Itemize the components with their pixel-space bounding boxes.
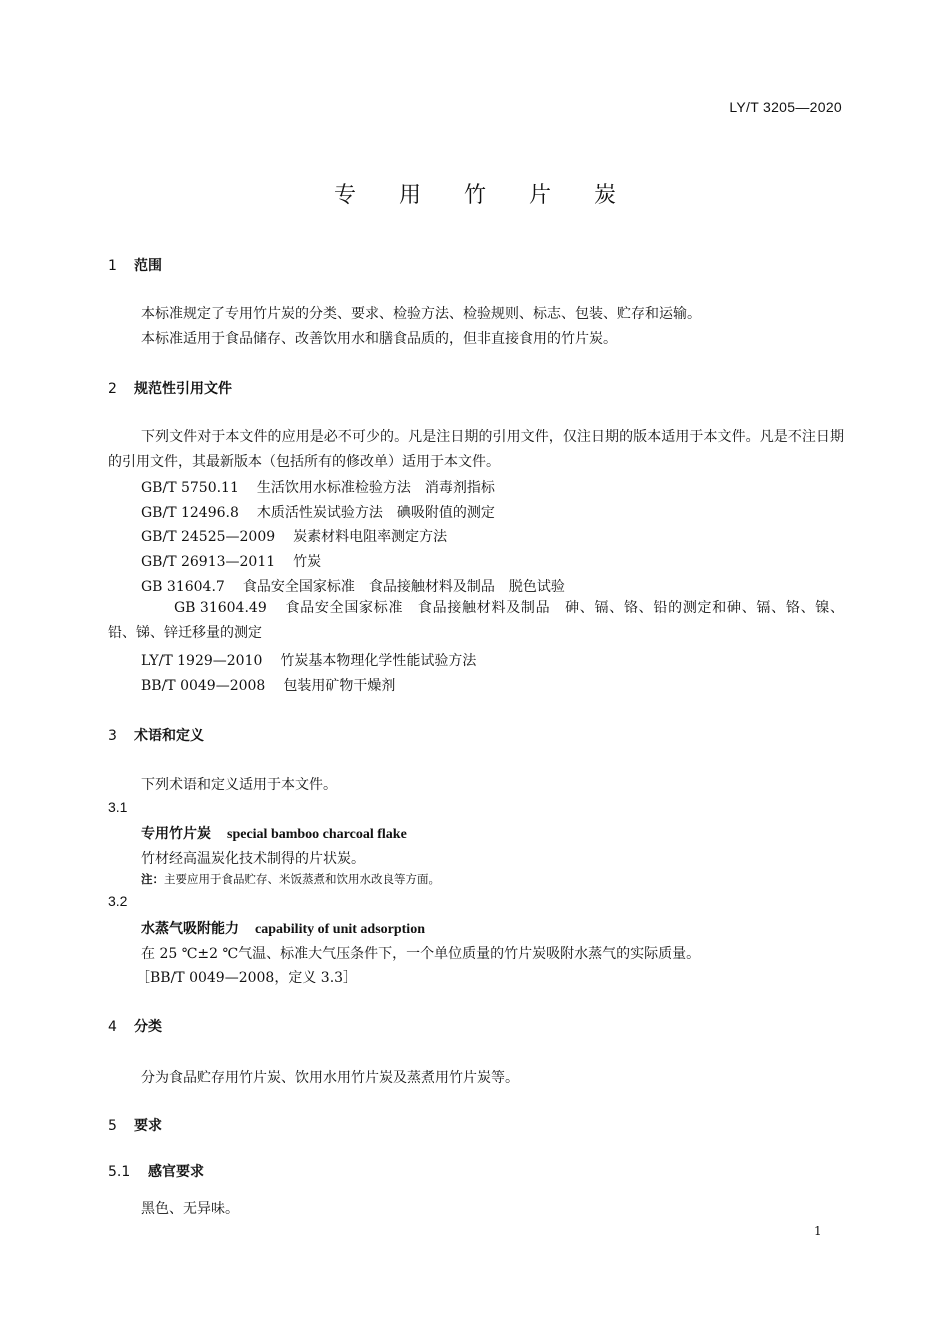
section-title: 术语和定义	[134, 728, 204, 744]
section-title: 分类	[134, 1019, 162, 1035]
section-number: 5.1	[108, 1164, 131, 1180]
reference-item	[141, 502, 495, 522]
reference-title: 木质活性炭试验方法 碘吸附值的测定	[256, 505, 495, 521]
paragraph: 本标准适用于食品储存、改善饮用水和膳食品质的，但非直接食用的竹片炭。	[141, 331, 617, 347]
reference-title: 食品安全国家标准 食品接触材料及制品 脱色试验	[242, 579, 565, 595]
reference-title: 包装用矿物干燥剂	[283, 678, 396, 694]
reference-title: 炭素材料电阻率测定方法	[293, 529, 448, 545]
term-definition: 在 25 ℃±2 ℃气温、标准大气压条件下，一个单位质量的竹片炭吸附水蒸气的实际质量。	[141, 946, 701, 962]
reference-code: GB/T 26913—2011	[141, 554, 276, 570]
section-number: 5	[108, 1118, 117, 1134]
reference-code: GB/T 12496.8	[141, 505, 239, 521]
reference-code: GB/T 5750.11	[141, 480, 239, 496]
note-label: 注：	[141, 872, 164, 886]
reference-title: 竹炭基本物理化学性能试验方法	[280, 653, 477, 669]
reference-code: GB 31604.7	[141, 579, 225, 595]
reference-code: GB/T 24525—2009	[141, 529, 276, 545]
term-zh: 水蒸气吸附能力	[141, 921, 239, 937]
reference-title: 竹炭	[293, 554, 322, 570]
term-en: special bamboo charcoal flake	[227, 827, 407, 842]
paragraph: 黑色、无异味。	[141, 1201, 239, 1217]
section-title: 感官要求	[148, 1164, 204, 1180]
reference-item	[141, 675, 395, 695]
reference-title: 生活饮用水标准检验方法 消毒剂指标	[256, 480, 495, 496]
reference-item	[108, 596, 844, 645]
section-title: 规范性引用文件	[134, 381, 232, 397]
term-source: ［BB/T 0049—2008，定义 3.3］	[136, 970, 358, 986]
section-number: 4	[108, 1019, 117, 1035]
section-title: 要求	[134, 1118, 162, 1134]
term-number: 3.2	[108, 893, 128, 909]
document-title: 专 用 竹 片 炭	[334, 183, 634, 208]
term-heading	[141, 823, 407, 843]
section-5-1-heading	[108, 1161, 204, 1181]
page-number: 1	[814, 1224, 822, 1238]
term-zh: 专用竹片炭	[141, 826, 211, 842]
term-number: 3.1	[108, 799, 128, 815]
reference-item	[141, 526, 447, 546]
term-note	[141, 871, 440, 887]
section-number: 2	[108, 381, 117, 397]
paragraph: 下列文件对于本文件的应用是必不可少的。凡是注日期的引用文件，仅注日期的版本适用于本文件。凡是不注日期的引用文件，其最新版本（包括所有的修改单）适用于本文件。	[108, 429, 844, 470]
paragraph: 本标准规定了专用竹片炭的分类、要求、检验方法、检验规则、标志、包装、贮存和运输。	[141, 306, 701, 322]
section-number: 1	[108, 258, 117, 274]
standard-code: LY/T 3205—2020	[729, 99, 842, 115]
section-title: 范围	[134, 258, 162, 274]
term-heading	[141, 918, 425, 938]
reference-item	[141, 650, 476, 670]
reference-item	[141, 576, 565, 596]
term-definition: 竹材经高温炭化技术制得的片状炭。	[141, 851, 365, 867]
section-1-heading	[108, 255, 162, 275]
reference-code: BB/T 0049—2008	[141, 678, 266, 694]
section-4-heading	[108, 1016, 162, 1036]
section-number: 3	[108, 728, 117, 744]
paragraph: 下列术语和定义适用于本文件。	[141, 777, 337, 793]
section-5-heading	[108, 1115, 162, 1135]
note-text: 主要应用于食品贮存、米饭蒸煮和饮用水改良等方面。	[164, 872, 440, 886]
reference-code: GB 31604.49	[174, 600, 267, 616]
term-en: capability of unit adsorption	[255, 922, 425, 937]
reference-item	[141, 477, 495, 497]
section-2-heading	[108, 378, 232, 398]
section-3-heading	[108, 725, 204, 745]
reference-item	[141, 551, 321, 571]
reference-code: LY/T 1929—2010	[141, 653, 263, 669]
paragraph: 分为食品贮存用竹片炭、饮用水用竹片炭及蒸煮用竹片炭等。	[141, 1070, 519, 1086]
reference-title: 食品安全国家标准 食品接触材料及制品 砷、镉、铬、铅的测定和砷、镉、铬、镍、铅、锑、锌迁移量的测定	[108, 600, 844, 641]
